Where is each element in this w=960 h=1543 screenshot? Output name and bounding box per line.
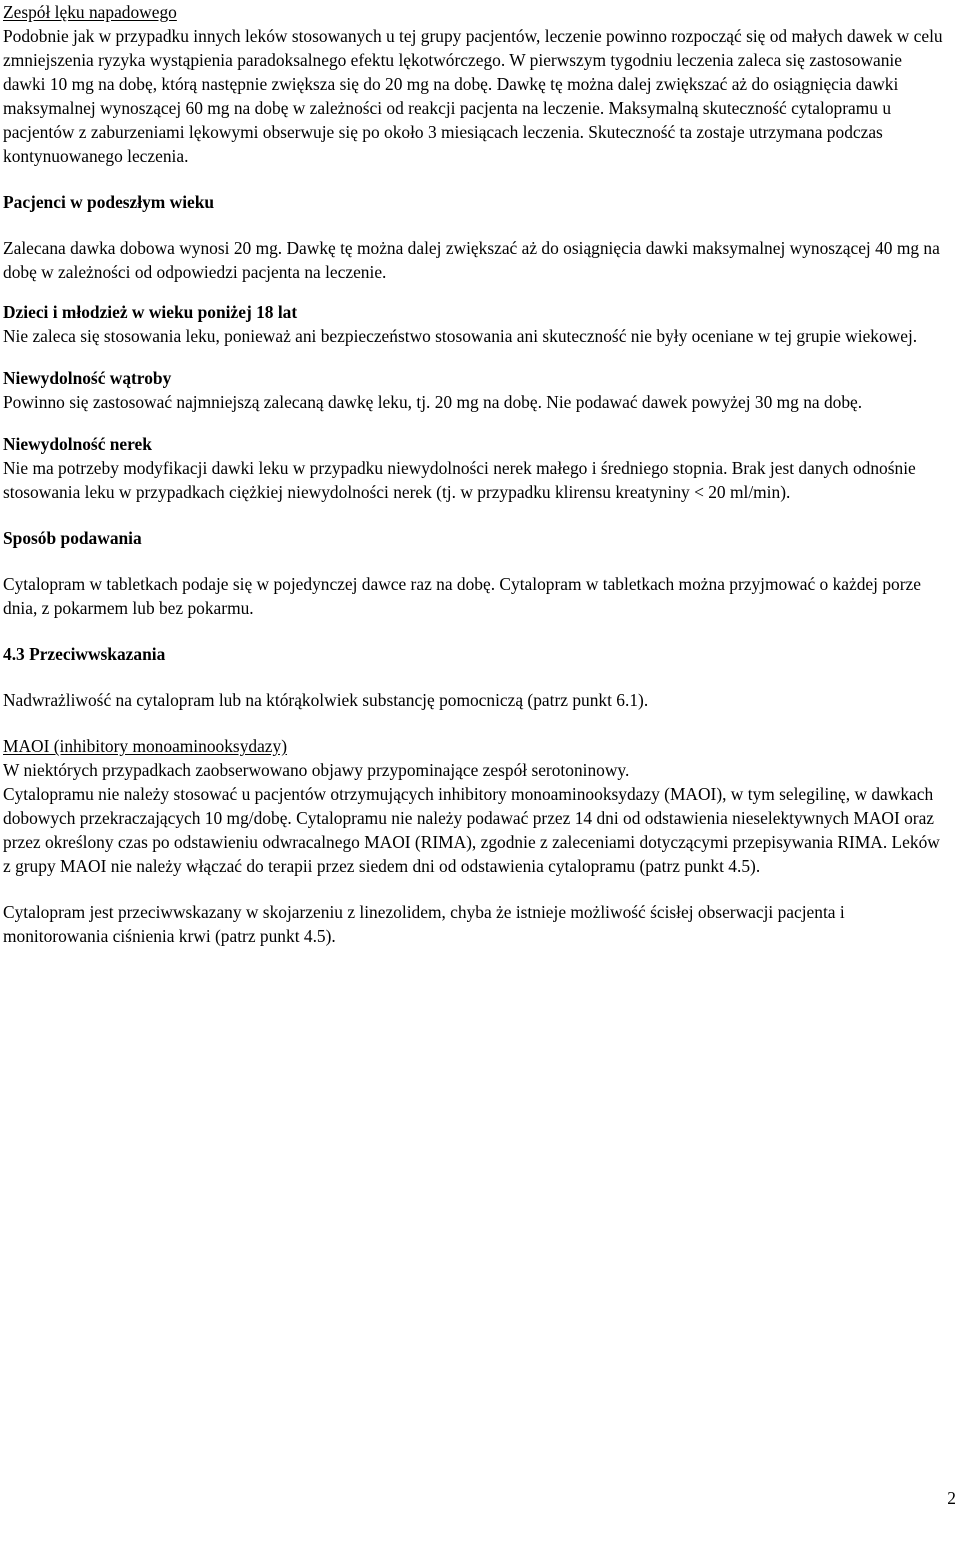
paragraph-administration: Cytalopram w tabletkach podaje się w pojedynczej dawce raz na dobę. Cytalopram w tabletkach można przyjmować o każdej porze dnia, z pokarmem lub bez pokarmu. <box>3 574 921 618</box>
document-page <box>3 0 943 948</box>
paragraph-panic-disorder: Podobnie jak w przypadku innych leków stosowanych u tej grupy pacjentów, leczenie powinno rozpocząć się od małych dawek w celu zmniejszenia ryzyka wystąpienia paradoksalnego efektu lękotwórczego. W pierwszym tygodniu leczenia zaleca się zastosowanie dawki 10 mg na dobę, którą następnie zwiększa się do 20 mg na dobę. Dawkę tę można dalej zwiększać aż do osiągnięcia dawki maksymalnej wynoszącej 60 mg na dobę w zależności od reakcji pacjenta na leczenie. Maksymalną skuteczność cytalopramu u pacjentów z zaburzeniami lękowymi obserwuje się po około 3 miesiącach leczenia. Skuteczność ta zostaje utrzymana podczas kontynuowanego leczenia. <box>3 26 943 166</box>
section-heading-liver: Niewydolność wątroby <box>3 368 172 388</box>
section-heading-maoi: MAOI (inhibitory monoaminooksydazy) <box>3 736 288 756</box>
paragraph-children: Nie zaleca się stosowania leku, ponieważ ani bezpieczeństwo stosowania ani skuteczność nie były oceniane w tej grupie wiekowej. <box>3 326 918 346</box>
paragraph-maoi-1: W niektórych przypadkach zaobserwowano objawy przypominające zespół serotoninowy. <box>3 760 630 780</box>
section-heading-children: Dzieci i młodzież w wieku poniżej 18 lat <box>3 302 298 322</box>
paragraph-contraindications: Nadwrażliwość na cytalopram lub na którąkolwiek substancję pomocniczą (patrz punkt 6.1). <box>3 690 649 710</box>
paragraph-elderly: Zalecana dawka dobowa wynosi 20 mg. Dawkę tę można dalej zwiększać aż do osiągnięcia dawki maksymalnej wynoszącej 40 mg na dobę w zależności od odpowiedzi pacjenta na leczenie. <box>3 238 940 282</box>
section-heading-contraindications: 4.3 Przeciwwskazania <box>3 644 166 664</box>
section-heading-panic-disorder: Zespół lęku napadowego <box>3 2 177 22</box>
section-heading-kidney: Niewydolność nerek <box>3 434 152 454</box>
paragraph-maoi-2: Cytalopramu nie należy stosować u pacjentów otrzymujących inhibitory monoaminooksydazy (MAOI), w tym selegilinę, w dawkach dobowych przekraczających 10 mg/dobę. Cytalopramu nie należy podawać przez 14 dni od odstawienia nieselektywnych MAOI oraz przez określony czas po odstawieniu odwracalnego MAOI (RIMA), zgodnie z zaleceniami dotyczącymi przepisywania RIMA. Leków z grupy MAOI nie należy włączać do terapii przez siedem dni od odstawienia cytalopramu (patrz punkt 4.5). <box>3 784 940 876</box>
paragraph-liver: Powinno się zastosować najmniejszą zalecaną dawkę leku, tj. 20 mg na dobę. Nie podawać dawek powyżej 30 mg na dobę. <box>3 392 863 412</box>
paragraph-maoi-3: Cytalopram jest przeciwwskazany w skojarzeniu z linezolidem, chyba że istnieje możliwość ścisłej obserwacji pacjenta i monitorowania ciśnienia krwi (patrz punkt 4.5). <box>3 902 845 946</box>
section-heading-administration: Sposób podawania <box>3 528 142 548</box>
page-number: 2 <box>947 1488 956 1508</box>
paragraph-kidney: Nie ma potrzeby modyfikacji dawki leku w przypadku niewydolności nerek małego i średniego stopnia. Brak jest danych odnośnie stosowania leku w przypadkach ciężkiej niewydolności nerek (tj. w przypadku klirensu kreatyniny < 20 ml/min). <box>3 458 916 502</box>
section-heading-elderly: Pacjenci w podeszłym wieku <box>3 192 215 212</box>
